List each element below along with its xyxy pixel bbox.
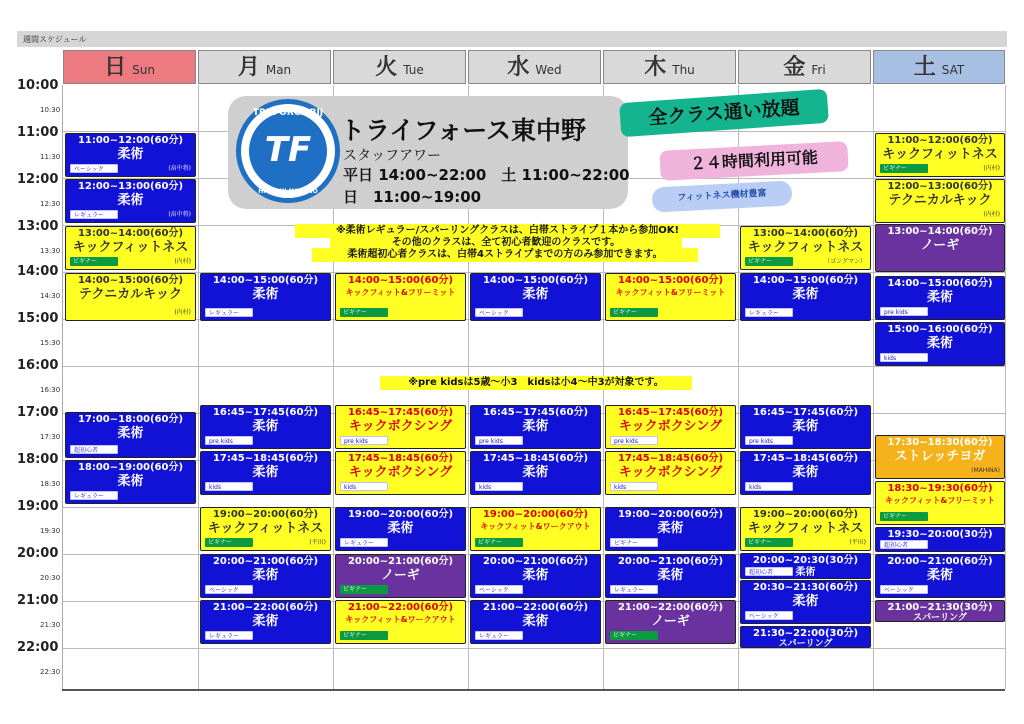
instructor: (MAHINA) [971,467,1000,474]
class-time: 20:30~21:30(60分) [752,582,859,593]
day-header-fri [738,50,871,84]
class-block[interactable] [740,580,871,624]
class-block[interactable] [335,554,466,598]
time-label: 15:30 [40,339,61,347]
time-label: 20:30 [40,574,61,582]
day-en: Wed [535,63,562,77]
class-block[interactable] [470,273,601,321]
time-label: 17:00 [17,405,59,420]
time-label: 20:00 [17,546,59,561]
day-en: Man [265,63,292,77]
class-name: 柔術 [252,614,279,629]
class-time: 17:00~18:00(60分) [77,414,184,425]
note-jiujitsu-regular: ※柔術レギュラー/スパーリングクラスは、白帯ストライプ１本から参加OK! [295,224,720,238]
class-level-tag: ベーシック [70,164,118,173]
class-block[interactable] [605,405,736,449]
class-name: キックフィットネス [747,240,864,255]
class-name: 柔術 [522,568,549,583]
time-label: 19:00 [17,499,59,514]
class-name: 柔術 [795,567,816,578]
class-name: キックボクシング [348,465,453,480]
class-name: 柔術 [252,419,279,434]
time-label: 17:30 [40,433,61,441]
class-level-tag: kids [205,482,253,491]
class-time: 21:00~22:00(60分) [347,602,454,613]
time-label: 10:00 [17,78,59,93]
class-time: 18:00~19:00(60分) [77,462,184,473]
class-time: 20:00~21:00(60分) [617,556,724,567]
class-time: 16:45~17:45(60分) [347,407,454,418]
class-time: 13:00~14:00(60分) [752,228,859,239]
class-name: 柔術 [792,465,819,480]
class-block[interactable] [740,507,871,551]
class-block[interactable] [200,507,331,551]
class-name: ノーギ [381,568,420,583]
class-block[interactable] [65,179,196,223]
class-level-tag: ビギナー [340,631,388,640]
time-label: 21:00 [17,593,59,608]
class-name: キックボクシング [348,419,453,434]
class-level-tag: pre kids [340,436,388,445]
class-level-tag: 超初心者 [880,540,928,549]
all-classes-badge: 全クラス通い放題 [619,89,829,137]
class-block[interactable] [740,451,871,495]
class-level-tag: ビギナー [610,308,658,317]
class-block[interactable] [605,554,736,598]
time-label: 22:30 [40,668,61,676]
grid-bottom-border [62,689,1005,691]
class-block[interactable] [605,507,736,551]
day-header-wed [468,50,601,84]
class-name: スパーリング [778,639,833,648]
class-name: 柔術 [657,521,684,536]
time-label: 21:30 [40,621,61,629]
sunday-hours: 日 11:00~19:00 [343,188,482,206]
class-name: キックフィット&ワークアウト [345,615,456,624]
class-level-tag: レギュラー [70,210,118,219]
class-level-tag: kids [610,482,658,491]
day-jp: 土 [913,55,936,80]
instructor: (畠中将) [168,165,191,172]
class-block[interactable] [65,412,196,458]
class-time: 20:00~21:00(60分) [212,556,319,567]
class-level-tag: レギュラー [70,491,118,500]
instructor: (内村) [983,165,1000,172]
class-time: 17:30~18:30(60分) [887,437,993,448]
class-level-tag: レギュラー [205,308,253,317]
open-24h-badge: ２４時間利用可能 [659,141,848,181]
class-name: 柔術 [522,614,549,629]
class-time: 18:30~19:30(60分) [887,483,993,494]
class-level-tag: ベーシック [205,585,253,594]
class-block[interactable] [200,451,331,495]
class-block[interactable] [875,554,1005,598]
class-block[interactable] [875,435,1005,479]
class-block[interactable] [875,481,1005,525]
class-block[interactable] [470,507,601,551]
class-level-tag: レギュラー [205,631,253,640]
class-block[interactable] [875,322,1005,366]
weekday-hours: 平日 14:00~22:00 土 11:00~22:00 [343,166,630,184]
day-en: Fri [811,63,826,77]
class-block[interactable] [200,554,331,598]
time-label: 18:30 [40,480,61,488]
day-jp: 日 [104,55,127,80]
staff-hours-label: スタッフアワー [343,148,441,164]
class-block[interactable] [65,460,196,504]
class-block[interactable] [470,405,601,449]
time-label: 12:30 [40,200,61,208]
class-block[interactable] [200,600,331,644]
class-name: 柔術 [522,465,549,480]
class-time: 17:45~18:45(60分) [617,453,724,464]
class-time: 14:00~15:00(60分) [482,275,589,286]
class-level-tag: kids [340,482,388,491]
class-name: 柔術 [117,147,144,162]
class-name: キックボクシング [618,419,723,434]
class-name: 柔術 [117,426,144,441]
time-label: 13:30 [40,247,61,255]
time-label: 15:00 [17,311,59,326]
class-block[interactable] [200,273,331,321]
class-time: 21:30~22:00(30分) [752,628,859,639]
class-level-tag: レギュラー [610,585,658,594]
class-level-tag: ビギナー [745,538,793,547]
class-time: 16:45~17:45(60分) [212,407,319,418]
class-name: 柔術 [926,290,953,305]
class-time: 19:00~20:00(60分) [482,509,589,520]
class-time: 17:45~18:45(60分) [752,453,859,464]
instructor: (内村) [174,309,191,316]
day-jp: 水 [507,55,530,80]
class-time: 21:00~21:30(30分) [887,602,993,613]
class-level-tag: ビギナー [745,257,793,266]
class-time: 13:00~14:00(60分) [887,226,993,237]
time-label: 12:00 [17,172,59,187]
class-name: ノーギ [651,614,690,629]
class-time: 16:45~17:45(60分) [482,407,589,418]
time-label: 13:00 [17,219,59,234]
class-time: 15:00~16:00(60分) [887,324,993,335]
day-en: Tue [403,63,424,77]
class-name: 柔術 [252,568,279,583]
class-level-tag: レギュラー [475,631,523,640]
class-time: 14:00~15:00(60分) [212,275,319,286]
time-label: 16:00 [17,358,59,373]
class-name: テクニカルキック [79,287,182,302]
class-block[interactable] [875,600,1005,622]
logo-mark: TF [264,130,312,170]
class-name: キックフィット&フリーミット [885,496,995,505]
class-time: 21:00~22:00(60分) [482,602,589,613]
class-time: 14:00~15:00(60分) [347,275,454,286]
class-level-tag: 超初心者 [745,567,793,576]
class-block[interactable] [875,179,1005,223]
class-level-tag: ビギナー [880,164,928,173]
class-time: 11:00~12:00(60分) [887,135,993,146]
class-block[interactable] [740,626,871,648]
class-block[interactable] [65,226,196,270]
class-time: 19:00~20:00(60分) [212,509,319,520]
class-name: 柔術 [117,474,144,489]
day-jp: 木 [644,55,667,80]
class-level-tag: pre kids [610,436,658,445]
class-name: キックフィット&フリーミット [345,288,456,297]
class-time: 14:00~15:00(60分) [77,275,184,286]
class-block[interactable] [335,600,466,644]
class-block[interactable] [605,600,736,644]
class-block[interactable] [740,226,871,270]
instructor: (内村) [983,211,1000,218]
class-time: 19:30~20:00(30分) [887,529,993,540]
class-level-tag: pre kids [475,436,523,445]
class-level-tag: レギュラー [745,308,793,317]
class-time: 20:00~20:30(30分) [752,555,859,566]
time-label: 19:30 [40,527,61,535]
time-label: 18:00 [17,452,59,467]
class-level-tag: ベーシック [880,585,928,594]
class-name: 柔術 [792,287,819,302]
class-name: 柔術 [792,594,819,609]
page-title: 週間スケジュール [17,31,1007,47]
class-time: 20:00~21:00(60分) [887,556,993,567]
class-level-tag: ベーシック [475,585,523,594]
day-header-mon [198,50,331,84]
class-name: 柔術 [792,419,819,434]
class-block[interactable] [605,451,736,495]
class-block[interactable] [875,276,1005,320]
class-level-tag: ビギナー [880,512,928,521]
class-level-tag: ビギナー [610,538,658,547]
class-time: 20:00~21:00(60分) [482,556,589,567]
time-label: 11:00 [17,125,59,140]
class-time: 17:45~18:45(60分) [482,453,589,464]
class-block[interactable] [740,405,871,449]
class-name: 柔術 [522,419,549,434]
instructor: (平田) [849,539,866,546]
class-time: 19:00~20:00(60分) [752,509,859,520]
time-label: 14:30 [40,292,61,300]
day-jp: 金 [783,55,806,80]
class-time: 19:00~20:00(60分) [347,509,454,520]
class-name: 柔術 [926,568,953,583]
class-level-tag: 超初心者 [70,445,118,454]
class-level-tag: kids [880,353,928,362]
class-name: 柔術 [387,521,414,536]
class-level-tag: ビギナー [340,585,388,594]
class-block[interactable] [470,451,601,495]
day-header-sun [63,50,196,84]
class-name: キックフィットネス [747,521,864,536]
instructor: (平田) [309,539,326,546]
class-time: 12:00~13:00(60分) [77,181,184,192]
class-level-tag: pre kids [205,436,253,445]
class-name: テクニカルキック [888,193,992,208]
class-block[interactable] [875,224,1005,272]
day-header-tue [333,50,466,84]
day-jp: 火 [375,55,398,80]
class-time: 16:45~17:45(60分) [617,407,724,418]
class-block[interactable] [335,507,466,551]
time-label: 11:30 [40,153,61,161]
class-block[interactable] [875,133,1005,177]
class-level-tag: ビギナー [205,538,253,547]
fitness-equipment-badge: フィットネス機材豊富 [651,180,792,212]
logo-emblem [249,112,327,190]
class-block[interactable] [740,273,871,321]
note-beginners-welcome: その他のクラスは、全て初心者歓迎のクラスです。 [330,236,682,250]
class-name: 柔術 [252,465,279,480]
class-time: 14:00~15:00(60分) [887,278,993,289]
day-header-thu [603,50,736,84]
class-block[interactable] [875,527,1005,552]
class-level-tag: pre kids [880,307,928,316]
class-level-tag: ビギナー [340,308,388,317]
class-name: 柔術 [522,287,549,302]
class-level-tag: レギュラー [340,538,388,547]
class-block[interactable] [740,553,871,579]
class-time: 16:45~17:45(60分) [752,407,859,418]
class-time: 13:00~14:00(60分) [77,228,184,239]
day-en: SAT [941,63,965,77]
class-name: ノーギ [920,238,960,253]
class-name: 柔術 [926,336,953,351]
class-block[interactable] [200,405,331,449]
note-super-beginner: 柔術超初心者クラスは、白帯4ストライプまでの方のみ参加できます。 [312,248,698,262]
logo-top-text: TRI-FORCE BJJ [252,108,324,118]
class-block[interactable] [335,273,466,321]
class-name: スパーリング [913,613,967,622]
class-level-tag: pre kids [745,436,793,445]
class-name: キックフィット&ワークアウト [480,522,591,531]
class-name: ストレッチヨガ [894,449,986,464]
class-time: 21:00~22:00(60分) [617,602,724,613]
class-time: 17:45~18:45(60分) [347,453,454,464]
gym-logo [236,99,340,203]
class-block[interactable] [335,451,466,495]
class-name: キックボクシング [618,465,723,480]
day-header-sat [873,50,1005,84]
class-name: キックフィット&フリーミット [615,288,726,297]
class-block[interactable] [65,273,196,321]
class-level-tag: ビギナー [475,538,523,547]
class-level-tag: ビギナー [70,257,118,266]
class-level-tag: ベーシック [475,308,523,317]
class-level-tag: kids [745,482,793,491]
note-kids-ages: ※pre kidsは5歳～小3 kidsは小4～中3が対象です。 [380,376,692,390]
day-en: Sun [132,63,155,77]
class-time: 14:00~15:00(60分) [752,275,859,286]
time-label: 10:30 [40,106,61,114]
class-level-tag: ベーシック [745,611,793,620]
class-name: 柔術 [657,568,684,583]
class-name: キックフィットネス [882,147,998,162]
class-level-tag: ビギナー [610,631,658,640]
instructor: （ゴングマン） [824,258,866,265]
class-time: 11:00~12:00(60分) [77,135,184,146]
instructor: (畠中将) [168,211,191,218]
class-time: 14:00~15:00(60分) [617,275,724,286]
class-block[interactable] [65,133,196,177]
class-time: 20:00~21:00(60分) [347,556,454,567]
class-block[interactable] [470,600,601,644]
time-label: 22:00 [17,640,59,655]
class-time: 17:45~18:45(60分) [212,453,319,464]
class-name: 柔術 [117,193,144,208]
gym-name: トライフォース東中野 [340,116,587,145]
class-block[interactable] [470,554,601,598]
day-en: Thu [672,63,695,77]
day-jp: 月 [237,55,260,80]
class-time: 19:00~20:00(60分) [617,509,724,520]
class-block[interactable] [605,273,736,321]
class-name: 柔術 [252,287,279,302]
logo-bottom-text: HIGASHI NAKANO [258,188,318,195]
time-label: 16:30 [40,386,61,394]
class-name: キックフィットネス [72,240,189,255]
instructor: (内村) [174,258,191,265]
class-time: 21:00~22:00(60分) [212,602,319,613]
time-label: 14:00 [17,264,59,279]
class-block[interactable] [335,405,466,449]
class-time: 12:00~13:00(60分) [887,181,993,192]
class-name: キックフィットネス [207,521,324,536]
class-level-tag: kids [475,482,523,491]
